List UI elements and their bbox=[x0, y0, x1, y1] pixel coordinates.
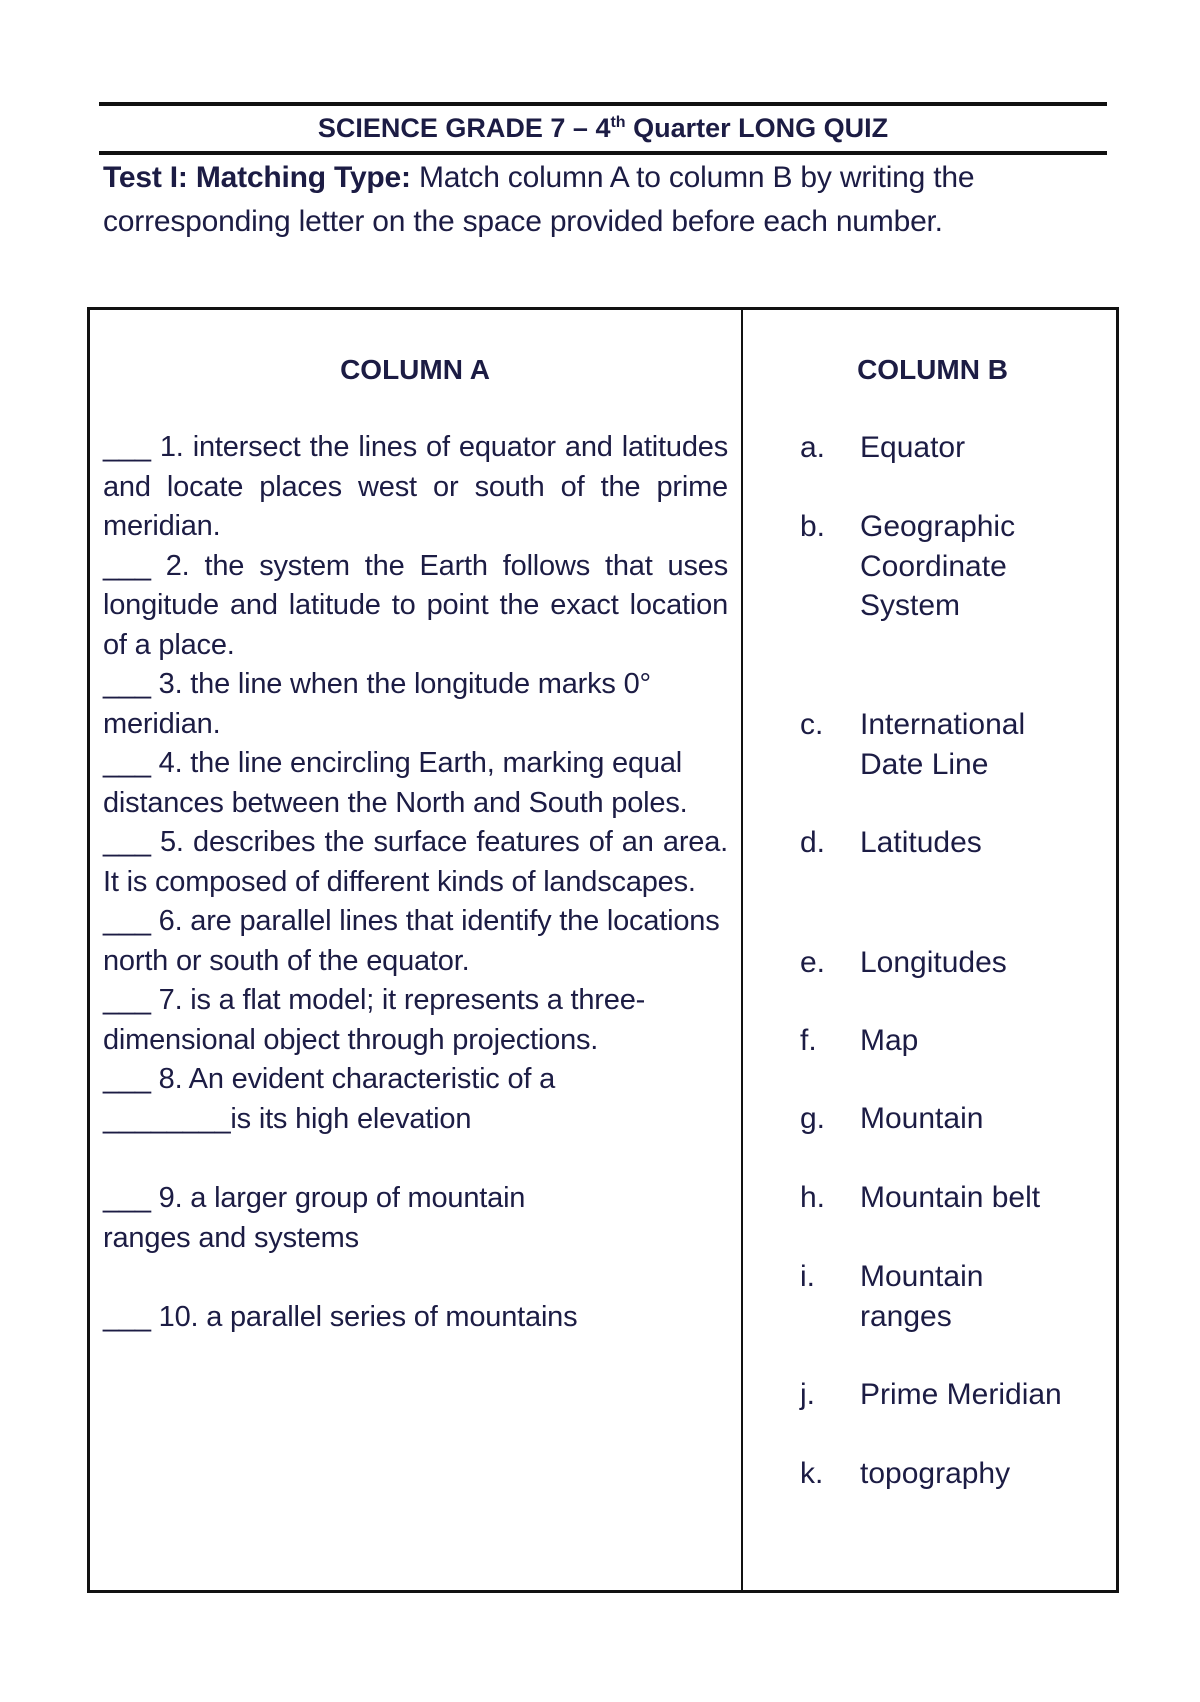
option-b: b. Geographic Coordinate System bbox=[800, 510, 1016, 622]
question-3: ___ 3. the line when the longitude marks 0° meridian. bbox=[103, 668, 651, 740]
option-d: d. Latitudes bbox=[800, 826, 982, 859]
column-b-heading: COLUMN B bbox=[857, 354, 1008, 385]
instructions-text: Match column A to column B by writing the corresponding letter on the space provided before each number. bbox=[103, 161, 975, 238]
column-a-list bbox=[103, 428, 728, 1338]
column-a-heading: COLUMN A bbox=[340, 354, 490, 385]
question-9: ___ 9. a larger group of mountain ranges and systems bbox=[103, 1182, 526, 1254]
question-7: ___ 7. is a flat model; it represents a three-dimensional object through projections. bbox=[103, 984, 646, 1056]
quiz-title: SCIENCE GRADE 7 – 4th Quarter LONG QUIZ bbox=[317, 113, 889, 143]
question-4: ___ 4. the line encircling Earth, marking equal distances between the North and South poles. bbox=[103, 747, 688, 819]
question-8: ___ 8. An evident characteristic of a ________is its high elevation bbox=[103, 1063, 556, 1135]
option-e: e. Longitudes bbox=[800, 946, 1007, 979]
question-1: ___ 1. intersect the lines of equator and latitudes and locate places west or south of the prime meridian. bbox=[103, 431, 728, 542]
top-rule bbox=[99, 102, 1107, 106]
column-divider bbox=[741, 307, 743, 1593]
option-i: i. Mountain ranges bbox=[800, 1260, 984, 1333]
option-h: h. Mountain belt bbox=[800, 1181, 1041, 1214]
test-label: Test I: Matching Type: bbox=[103, 161, 411, 194]
option-a: a. Equator bbox=[800, 431, 966, 464]
question-10: ___ 10. a parallel series of mountains bbox=[103, 1301, 578, 1333]
instructions bbox=[103, 156, 1093, 244]
option-g: g. Mountain bbox=[800, 1102, 984, 1135]
title-rule bbox=[99, 151, 1107, 155]
option-j: j. Prime Meridian bbox=[800, 1378, 1062, 1411]
question-2: ___ 2. the system the Earth follows that uses longitude and latitude to point the exact location of a place. bbox=[103, 549, 728, 661]
option-f: f. Map bbox=[800, 1024, 919, 1057]
question-5: ___ 5. describes the surface features of an area. It is composed of different kinds of landscapes. bbox=[103, 826, 728, 898]
option-k: k. topography bbox=[800, 1457, 1011, 1490]
option-c: c. International Date Line bbox=[800, 708, 1026, 781]
question-6: ___ 6. are parallel lines that identify the locations north or south of the equator. bbox=[103, 905, 720, 977]
